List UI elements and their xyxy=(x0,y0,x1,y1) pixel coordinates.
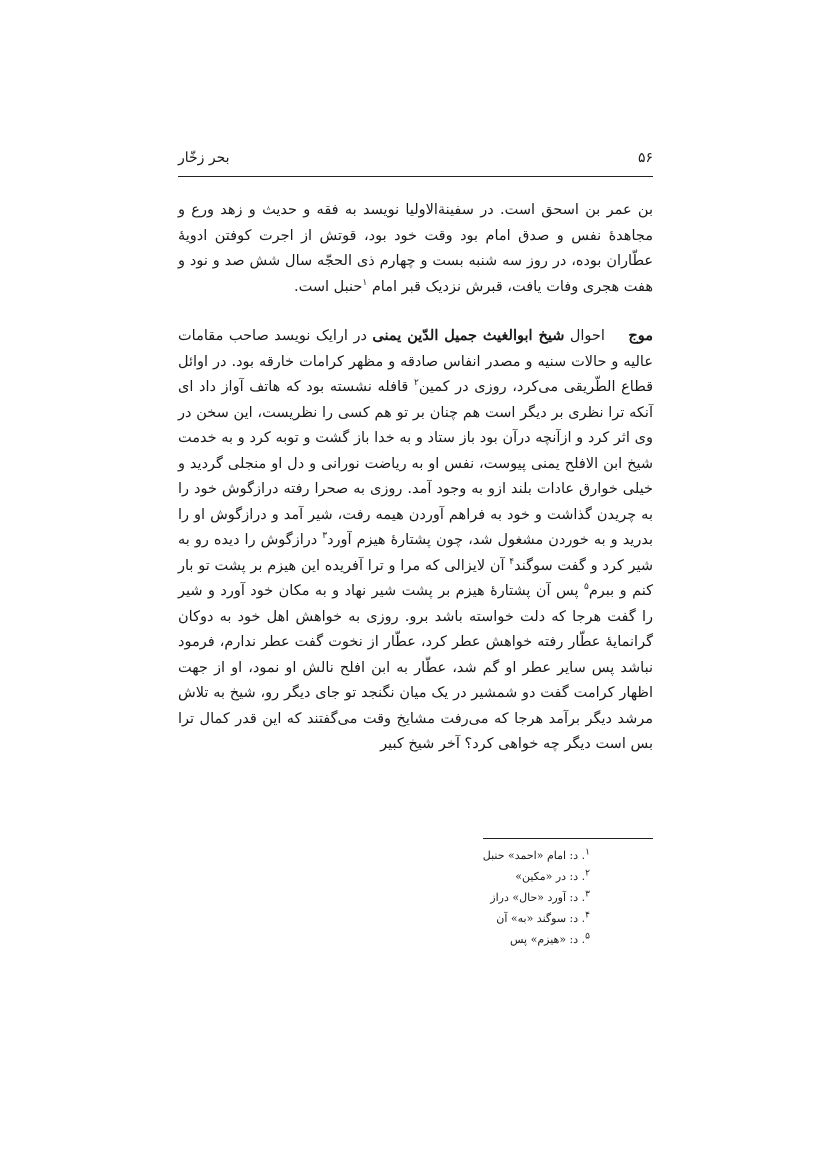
footnote-rule xyxy=(483,838,653,839)
footnote-item xyxy=(430,866,590,887)
person-name: شیخ ابوالغیث جمیل الدّین یمنی xyxy=(372,327,565,344)
footnote-ref-3: ۳ xyxy=(322,531,328,542)
paragraph-2-part-3: درازگوش را دیده رو به شیر کرد و گفت سوگند xyxy=(178,532,653,574)
paragraph-2-part-5: پس آن پشتارهٔ هیزم بر پشت شیر نهاد و به مکان خود آورد و شیر را گفت هرجا که دلت خواسته باشد برو. روزی به خواهش اهل خود به دوکان گرانمایهٔ عطّار رفته خواهش عطر کرد، عطّار از نخوت گفت عطر ندارم، فرمود نباشد پس سایر عطر او گم شد، عطّار به ابن افلح نالش او نمود، او از جهت اظهار کرامت گفت دو شمشیر در یک میان نگنجد تو جای دیگر رو، شیخ به تلاش مرشد دیگر برآمد هرجا که می‌رفت مشایخ وقت می‌گفتند که این قدر کمال ترا بس است دیگر چه خواهی کرد؟ آخر شیخ کبیر xyxy=(178,583,653,752)
footnote-item xyxy=(430,929,590,950)
footnote-number: ۴ xyxy=(585,910,590,921)
footnote-text: . د: «هیزم» پس xyxy=(510,933,586,946)
footnote-item xyxy=(430,845,590,866)
footnote-item xyxy=(430,887,590,908)
footnote-number: ۲ xyxy=(585,868,590,879)
footnote-ref-5: ۵ xyxy=(583,582,589,593)
footnote-ref-4: ۴ xyxy=(509,556,515,567)
paragraph-2 xyxy=(178,323,653,758)
footnote-text: . د: سوگند «به» آن xyxy=(496,912,586,925)
footnote-item xyxy=(430,908,590,929)
footnotes xyxy=(430,845,590,950)
footnote-number: ۳ xyxy=(585,889,590,900)
paragraph-1-end: حنبل است. xyxy=(294,278,363,295)
section-marker: موج xyxy=(628,327,654,344)
footnote-ref-2: ۲ xyxy=(414,378,419,389)
header-rule xyxy=(178,176,653,177)
footnote-text: . د: در «مکین» xyxy=(515,870,586,883)
footnote-ref-1: ۱ xyxy=(362,277,368,288)
footnote-text: . د: آورد «حال» دراز xyxy=(490,891,586,904)
page-number: ۵۶ xyxy=(637,150,653,166)
paragraph-2-lead: احوال xyxy=(569,328,605,344)
page-header xyxy=(178,150,653,172)
paragraph-1 xyxy=(178,198,653,300)
paragraph-1-text: بن عمر بن اسحق است. در سفینةالاولیا نویسد به فقه و حدیث و زهد ورع و مجاهدهٔ نفس و صدق امام بود وقت خود بود، قوتش از اجرت کوفتن ادویهٔ عطّاران بوده، در روز سه شنبه بست و چهارم ذی الحجّه سال شش صد و نود و هفت هجری وفات یافت، قبرش نزدیک قبر امام xyxy=(178,202,653,295)
running-title: بحر زخّار xyxy=(178,150,230,166)
paragraph-2-part-2: قافله نشسته بود که هاتف آواز داد ای آنکه ترا نظری بر دیگر است هم چنان بر تو هم کسی را نظریست، این سخن در وی اثر کرد و ازآنچه درآن بود باز ستاد و به خدا باز گشت و توبه کرد و به خدمت شیخ ابن الافلح یمنی پیوست، نفس او به ریاضت نورانی و دل او منجلی گردید و خیلی خوارق عادات بلند ازو به وجود آمد. روزی به صحرا رفته درازگوش خود را به چریدن گذاشت و خود به فراهم آوردن هیمه رفت، شیر آمد و درازگوش او را بدرید و به خوردن مشغول شد، چون پشتارهٔ هیزم آورد xyxy=(178,379,653,548)
paragraph-2-part-1: در ارایک نویسد صاحب مقامات عالیه و حالات سنیه و مصدر انفاس صادقه و مظهر کرامات خارقه بود. در اوائل قطاع الطّریقی می‌کرد، روزی در کمین xyxy=(178,328,654,395)
footnote-number: ۵ xyxy=(585,931,590,942)
body-text xyxy=(178,198,653,758)
paragraph-2-part-4: آن لایزالی که مرا و ترا آفریده این هیزم بر پشت تو بار کنم و ببرم xyxy=(178,557,653,599)
footnote-number: ۱ xyxy=(585,847,590,858)
footnote-text: . د: امام «احمد» حنبل xyxy=(482,849,586,862)
